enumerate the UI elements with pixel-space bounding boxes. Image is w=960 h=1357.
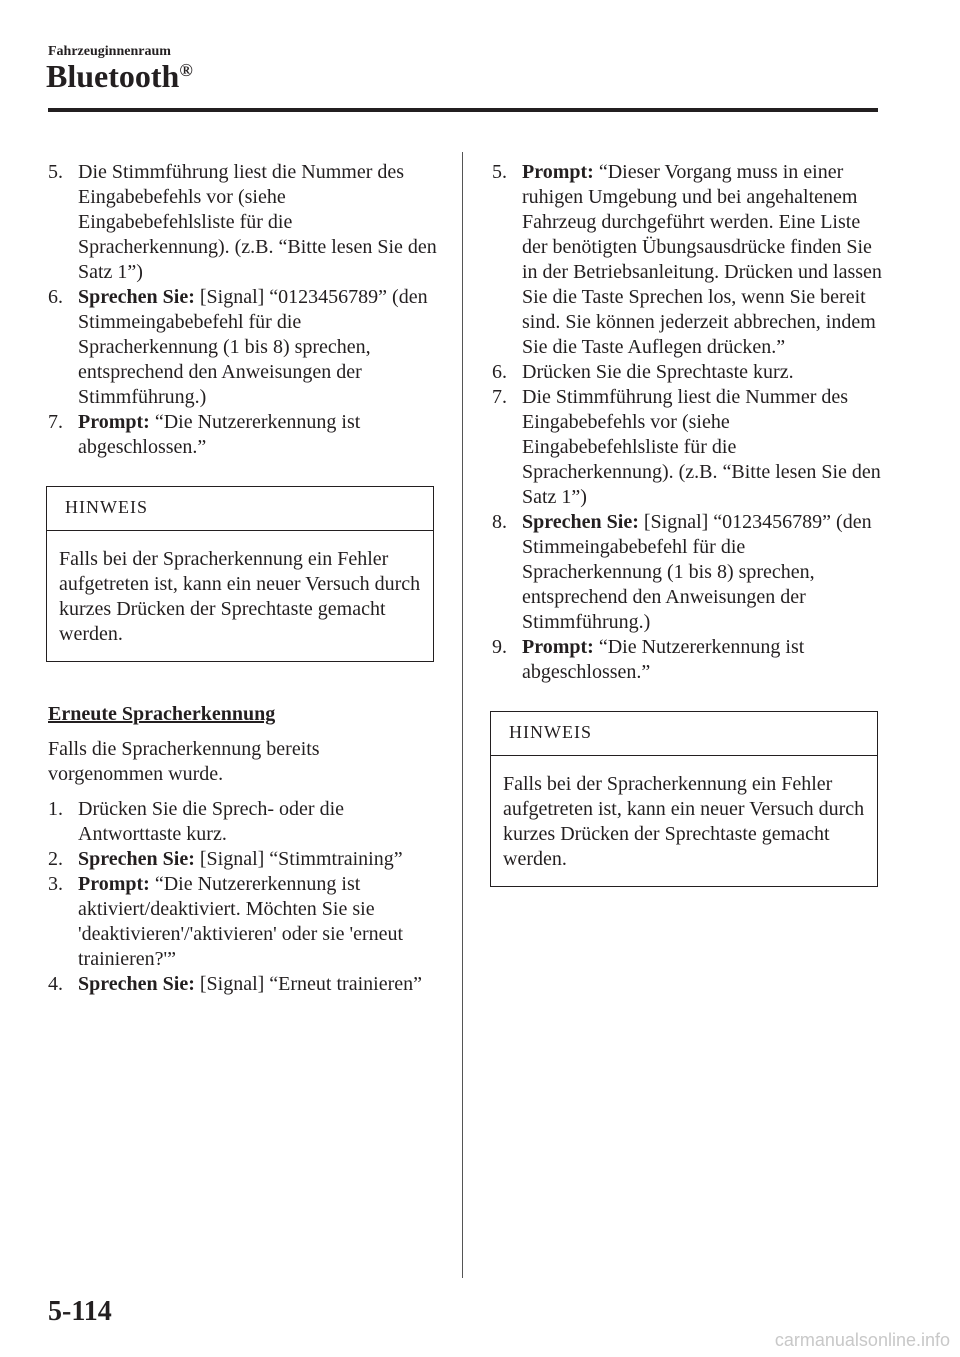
step-body: Drücken Sie die Sprechtaste kurz.: [522, 361, 794, 383]
step-text: [78, 410, 438, 460]
step-number: 6.: [492, 361, 507, 383]
step-body: [Signal] “Stimmtraining”: [194, 848, 403, 870]
left-column: [48, 160, 438, 997]
left-steps-b: [48, 797, 438, 997]
list-item: [48, 797, 438, 847]
header-rule: [48, 108, 878, 112]
step-body: “Die Nutzererkennung ist abgeschlossen.”: [522, 636, 805, 683]
note-body: Falls bei der Spracherkennung ein Fehler aufgetreten ist, kann ein neuer Versuch durch kurzes Drücken der Sprechtaste gemacht werden.: [503, 773, 865, 870]
column-divider: [462, 152, 463, 1278]
step-text: [78, 872, 438, 972]
list-item: [48, 872, 438, 972]
step-number: 1.: [48, 798, 63, 820]
step-label: Sprechen Sie:: [78, 973, 195, 995]
step-number: 9.: [492, 636, 507, 658]
left-steps-a: [48, 160, 438, 460]
step-label: Prompt:: [522, 636, 594, 658]
note-heading: HINWEIS: [47, 487, 433, 531]
list-item: [48, 285, 438, 410]
page-title-text: Bluetooth: [46, 58, 180, 94]
list-item: [492, 160, 882, 360]
list-item: [492, 635, 882, 685]
step-body: [Signal] “0123456789” (den Stimmeingabebefehl für die Spracherkennung (1 bis 8) sprechen, entsprechend den Anweisungen der Stimmführung.): [522, 511, 872, 633]
note-heading: HINWEIS: [491, 712, 877, 756]
registered-mark: ®: [179, 60, 193, 80]
step-body: Die Stimmführung liest die Nummer des Eingabebefehls vor (siehe Eingabebefehlsliste für die Spracherkennung). (z.B. “Bitte lesen Sie den Satz 1”): [522, 386, 881, 508]
step-label: Sprechen Sie:: [78, 286, 195, 308]
step-text: [522, 510, 882, 635]
step-label: Prompt:: [78, 873, 150, 895]
step-text: [78, 285, 438, 410]
step-label: Prompt:: [78, 411, 150, 433]
list-item: [492, 510, 882, 635]
step-body: “Dieser Vorgang muss in einer ruhigen Umgebung und bei angehaltenem Fahrzeug durchgeführt werden. Eine Liste der benötigten Übungsausdrücke finden Sie in der Betriebsanleitung. Drücken und lassen Sie die Taste Sprechen los, wenn Sie bereit sind. Sie können jederzeit abbrechen, indem Sie die Taste Auflegen drücken.”: [522, 161, 882, 358]
note-body: Falls bei der Spracherkennung ein Fehler aufgetreten ist, kann ein neuer Versuch durch kurzes Drücken der Sprechtaste gemacht werden.: [59, 548, 421, 645]
list-item: [48, 160, 438, 285]
right-steps: [492, 160, 882, 685]
step-text: [522, 635, 882, 685]
step-number: 7.: [492, 386, 507, 408]
list-item: [48, 410, 438, 460]
list-item: [48, 847, 438, 872]
step-body: “Die Nutzererkennung ist abgeschlossen.”: [78, 411, 361, 458]
step-label: Sprechen Sie:: [78, 848, 195, 870]
step-text: [78, 847, 438, 872]
step-text: [522, 360, 882, 385]
step-number: 4.: [48, 973, 63, 995]
page-number: 5-114: [48, 1296, 112, 1327]
page-title: [46, 58, 193, 95]
right-column: [492, 160, 882, 887]
header-section-label: Fahrzeuginnenraum: [48, 44, 171, 59]
list-item: [492, 385, 882, 510]
step-number: 8.: [492, 511, 507, 533]
step-text: [78, 797, 438, 847]
step-body: Drücken Sie die Sprech- oder die Antworttaste kurz.: [78, 798, 345, 845]
list-item: [492, 360, 882, 385]
step-label: Sprechen Sie:: [522, 511, 639, 533]
step-body: Die Stimmführung liest die Nummer des Eingabebefehls vor (siehe Eingabebefehlsliste für die Spracherkennung). (z.B. “Bitte lesen Sie den Satz 1”): [78, 161, 437, 283]
watermark: carmanualsonline.info: [774, 1330, 950, 1350]
step-body: [Signal] “Erneut trainieren”: [194, 973, 422, 995]
step-text: [522, 385, 882, 510]
section-heading: Erneute Spracherkennung: [48, 703, 276, 725]
step-number: 2.: [48, 848, 63, 870]
step-label: Prompt:: [522, 161, 594, 183]
note-box-right: [490, 711, 878, 887]
list-item: [48, 972, 438, 997]
step-text: [522, 160, 882, 360]
step-text: [78, 972, 438, 997]
step-body: “Die Nutzererkennung ist aktiviert/deaktiviert. Möchten Sie sie 'deaktivieren'/'aktivieren' oder sie 'erneut trainieren?'”: [78, 873, 404, 970]
step-number: 5.: [48, 161, 63, 183]
step-number: 3.: [48, 873, 63, 895]
step-number: 6.: [48, 286, 63, 308]
step-body: [Signal] “0123456789” (den Stimmeingabebefehl für die Spracherkennung (1 bis 8) sprechen, entsprechend den Anweisungen der Stimmführung.): [78, 286, 428, 408]
step-text: [78, 160, 438, 285]
step-number: 7.: [48, 411, 63, 433]
note-box-left: [46, 486, 434, 662]
step-number: 5.: [492, 161, 507, 183]
section-intro: Falls die Spracherkennung bereits vorgenommen wurde.: [48, 738, 320, 785]
